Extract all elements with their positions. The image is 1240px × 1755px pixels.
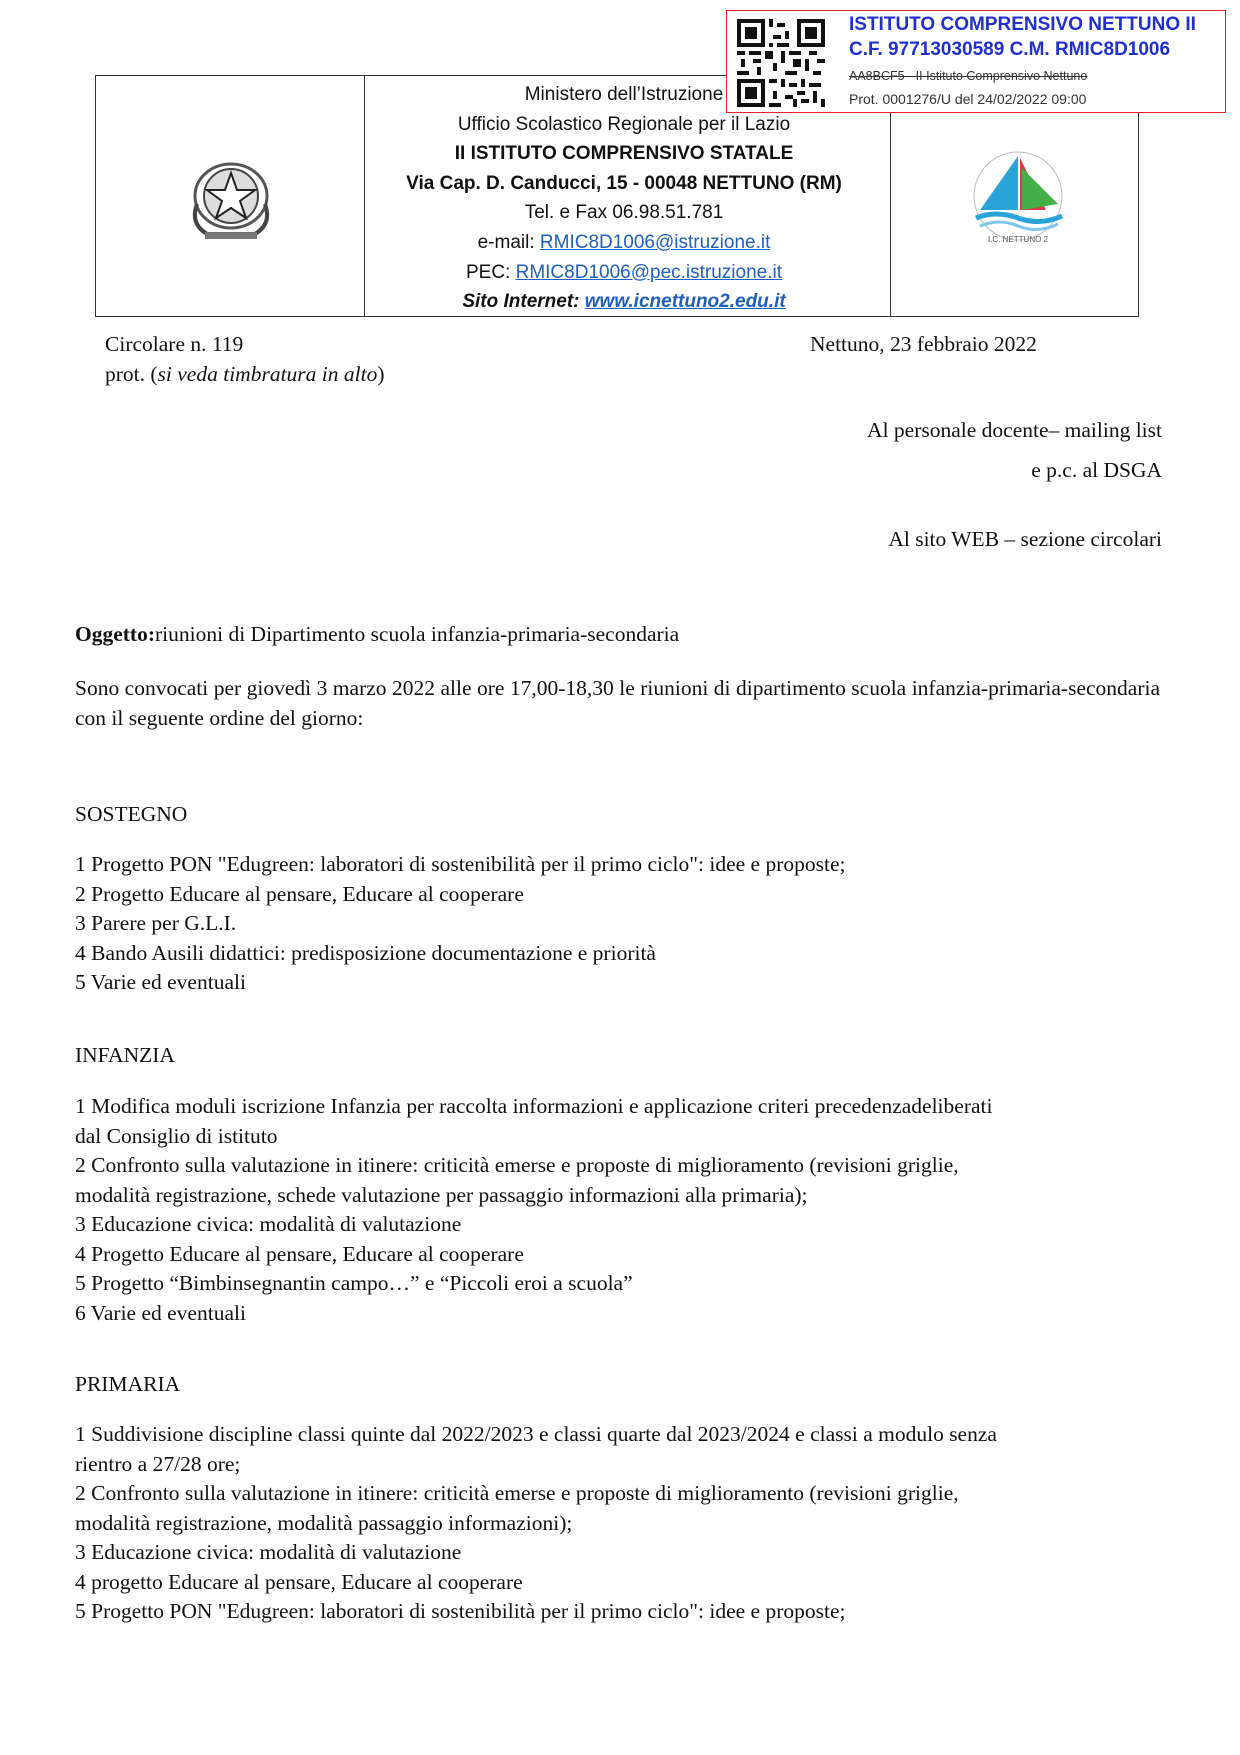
regional-office: Ufficio Scolastico Regionale per il Lazio [457,113,791,135]
list-item: rientro a 27/28 ore; [75,1451,241,1476]
subject-text: riunioni di Dipartimento scuola infanzia-primaria-secondaria [155,622,680,646]
recipient-teachers: Al personale docente– mailing list [867,418,1162,442]
school-name: II ISTITUTO COMPRENSIVO STATALE [454,143,794,165]
list-item: 3 Parere per G.L.I. [75,911,237,935]
protocol-stamp [726,10,1226,113]
circular-number: Circolare n. 119 [105,332,244,356]
school-sailboat-logo-icon [966,148,1070,248]
stamp-institute: ISTITUTO COMPRENSIVO NETTUNO II [849,14,1196,35]
logo-caption: I.C. NETTUNO 2 [987,235,1049,244]
list-item: 5 Varie ed eventuali [75,970,246,994]
list-item: modalità registrazione, schede valutazione per passaggio informazioni alla primaria); [75,1182,808,1207]
website-link[interactable]: www.icnettuno2.edu.it [584,291,786,313]
pec-link[interactable]: RMIC8D1006@pec.istruzione.it [515,261,783,283]
list-item: 3 Educazione civica: modalità di valutazione [75,1212,462,1236]
stamp-protocol: Prot. 0001276/U del 24/02/2022 09:00 [849,91,1087,107]
stamp-aoo: AA8BCF5 - II Istituto Comprensivo Nettuno [849,69,1088,83]
email-line: e-mail: RMIC8D1006@istruzione.it [477,231,771,253]
section-title-primaria: PRIMARIA [75,1372,181,1396]
subject-label: Oggetto: [75,622,155,646]
list-item: 6 Varie ed eventuali [75,1300,246,1325]
list-item: 4 Progetto Educare al pensare, Educare al cooperare [75,1241,524,1266]
infanzia-list [75,1092,992,1328]
list-item: 2 Confronto sulla valutazione in itinere: criticità emerse e proposte di miglioramento (revisioni griglie, [75,1481,959,1505]
list-item: 3 Educazione civica: modalità di valutazione [75,1540,462,1564]
qr-code-icon [737,19,825,107]
email-link[interactable]: RMIC8D1006@istruzione.it [539,231,771,253]
website-line: Sito Internet: www.icnettuno2.edu.it [462,291,786,313]
school-address: Via Cap. D. Canducci, 15 - 00048 NETTUNO (RM) [406,172,842,194]
list-item: modalità registrazione, modalità passaggio informazioni); [75,1510,573,1535]
subject-line [75,619,679,649]
ministry-name: Ministero dell’Istruzione [524,84,724,105]
intro-paragraph: Sono convocati per giovedì 3 marzo 2022 alle ore 17,00-18,30 le riunioni di dipartimento scuola infanzia-primaria-secondaria con il seguente ordine del giorno: [75,676,1160,730]
list-item: 1 Modifica moduli iscrizione Infanzia per raccolta informazioni e applicazione criteri precedenzadeliberati [75,1094,993,1118]
protocol-note: prot. (si veda timbratura in alto) [105,362,385,386]
primaria-list [75,1420,997,1627]
list-item: 4 progetto Educare al pensare, Educare al cooperare [75,1569,523,1594]
sostegno-list [75,850,845,998]
section-title-sostegno: SOSTEGNO [75,802,188,826]
recipient-website: Al sito WEB – sezione circolari [888,527,1162,551]
italian-republic-emblem-icon [181,156,281,246]
pec-line: PEC: RMIC8D1006@pec.istruzione.it [465,261,783,283]
school-phone: Tel. e Fax 06.98.51.781 [524,202,724,224]
list-item: 2 Confronto sulla valutazione in itinere: criticità emerse e proposte di miglioramento (revisioni griglie, [75,1153,959,1177]
list-item: 4 Bando Ausili didattici: predisposizione documentazione e priorità [75,940,656,965]
list-item: 1 Progetto PON "Edugreen: laboratori di sostenibilità per il primo ciclo": idee e proposte; [75,852,846,876]
recipient-dsga: e p.c. al DSGA [1031,458,1162,482]
list-item: 1 Suddivisione discipline classi quinte dal 2022/2023 e classi quarte dal 2023/2024 e classi a modulo senza [75,1422,997,1446]
list-item: 5 Progetto PON "Edugreen: laboratori di sostenibilità per il primo ciclo": idee e proposte; [75,1599,846,1623]
list-item: 2 Progetto Educare al pensare, Educare al cooperare [75,881,524,906]
section-title-infanzia: INFANZIA [75,1043,175,1067]
letterhead-text [364,80,884,317]
list-item: 5 Progetto “Bimbinsegnantin campo…” e “Piccoli eroi a scuola” [75,1271,633,1295]
stamp-codes: C.F. 97713030589 C.M. RMIC8D1006 [849,39,1171,60]
document-date: Nettuno, 23 febbraio 2022 [810,332,1037,356]
list-item: dal Consiglio di istituto [75,1123,278,1148]
